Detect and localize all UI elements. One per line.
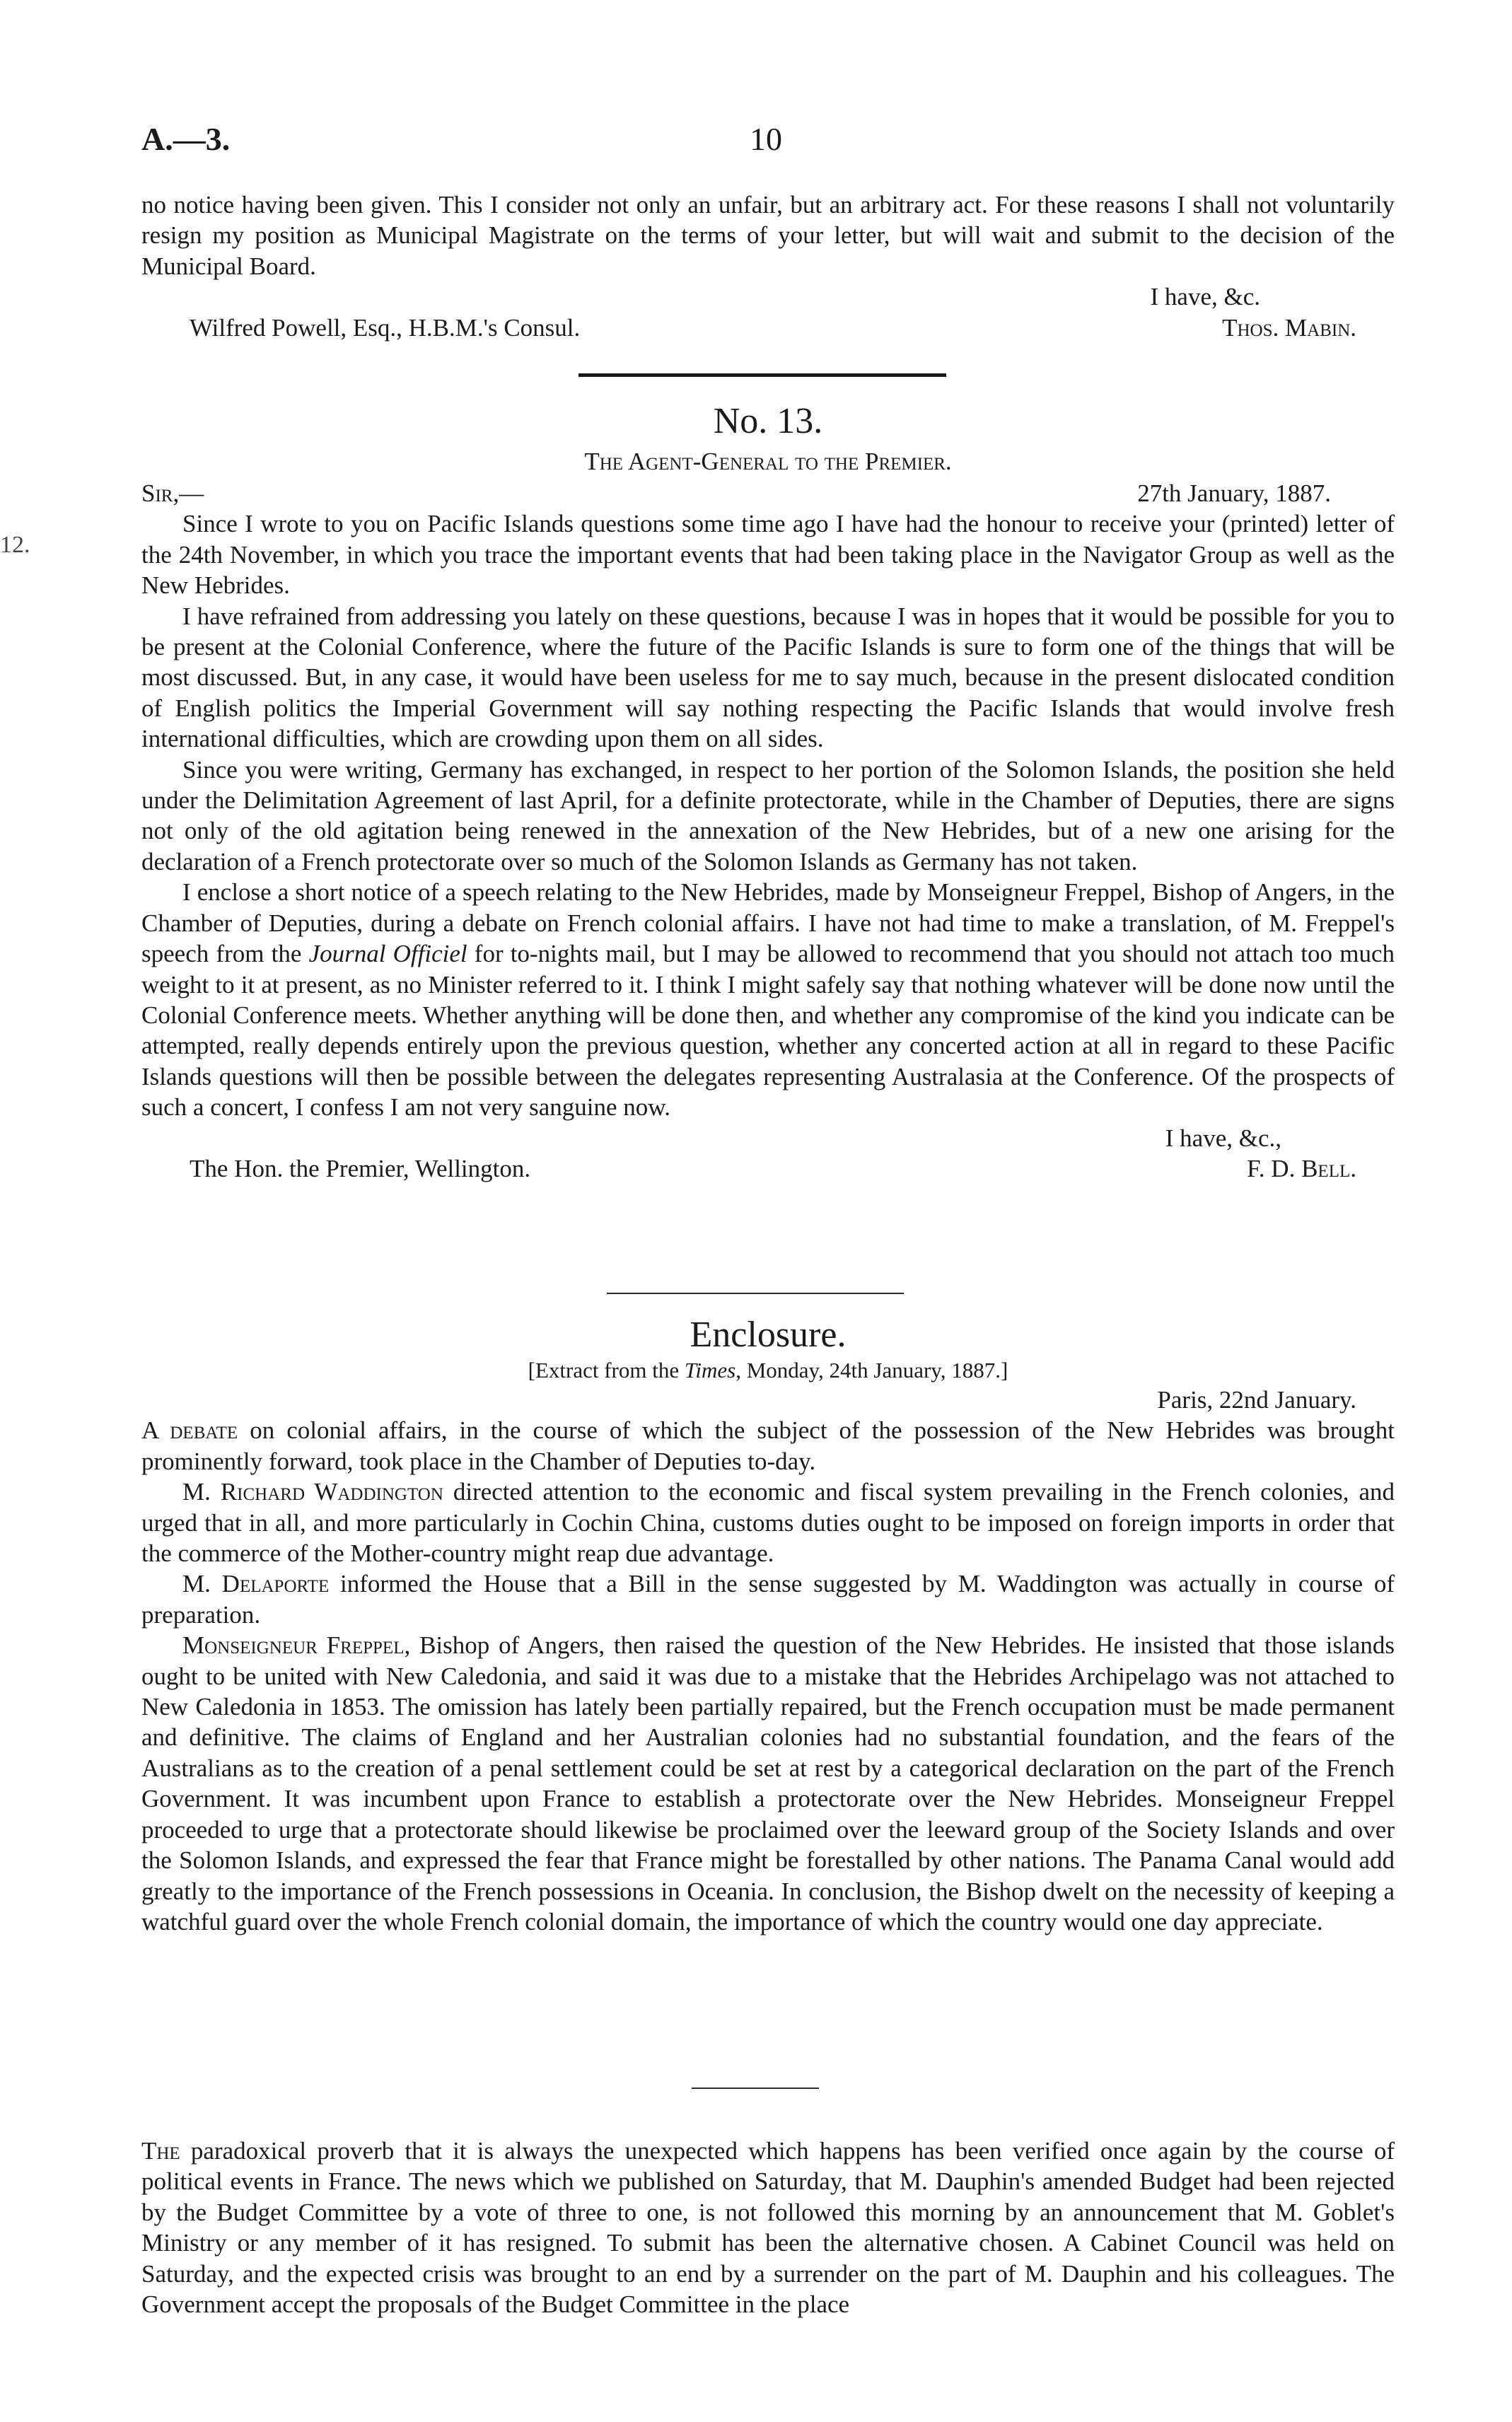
- previous-letter-addressee: Wilfred Powell, Esq., H.B.M.'s Consul.: [190, 313, 581, 342]
- enclosure-paragraph: [141, 1568, 1395, 1630]
- letter-salutation: Sir,—: [141, 479, 204, 507]
- letter-signature: F. D. Bell.: [1247, 1154, 1356, 1182]
- paragraph-lead: A debate: [141, 1416, 238, 1445]
- letter-paragraph: Since you were writing, Germany has exchanged, in respect to her portion of the Solomon Islands, the position she held under the Delimitation Agreement of last April, for a definite protectorate, while in the Chamber of Deputies, there are signs not only of the old agitation being renewed in the annexation of the New Hebrides, but of a new one arising for the declaration of a French protectorate over so much of the Solomon Islands as Germany has not taken.: [141, 755, 1395, 875]
- letter-heading: The Agent-General to the Premier.: [584, 448, 952, 475]
- letter-salutation-row: [141, 478, 1395, 508]
- letter-paragraph: [141, 877, 1395, 1122]
- margin-note: 12.: [0, 532, 30, 558]
- previous-letter-signoff: [141, 313, 1395, 343]
- letter-paragraph: Since I wrote to you on Pacific Islands questions some time ago I have had the honour to receive your (printed) letter of the 24th November, in which you trace the important events that had been taking place in the Navigator Group as well as the New Hebrides.: [141, 510, 1395, 600]
- previous-letter-closing: I have, &c.: [1150, 283, 1260, 311]
- enclosure-title: Enclosure.: [690, 1315, 847, 1355]
- enclosure-source: [141, 1356, 1395, 1385]
- letter-number: No. 13.: [713, 401, 823, 441]
- source-text: [Extract from the: [528, 1358, 685, 1382]
- newspaper-title: Times: [684, 1358, 736, 1382]
- enclosure-paragraph: [141, 1415, 1395, 1477]
- page-number: 10: [750, 121, 782, 157]
- paragraph-lead: M. Richard Waddington: [182, 1478, 443, 1506]
- letter-signoff: [141, 1153, 1395, 1184]
- paragraph-lead: Monseigneur Freppel: [182, 1631, 405, 1660]
- article-paragraph: [141, 2136, 1395, 2319]
- journal-title: Journal Officiel: [308, 940, 467, 968]
- previous-letter-signature: Thos. Mabin.: [1222, 313, 1356, 342]
- enclosure-paragraph: [141, 1477, 1395, 1568]
- source-text: , Monday, 24th January, 1887.]: [735, 1358, 1008, 1382]
- letter-13: [141, 400, 1395, 1184]
- times-article: [141, 2136, 1395, 2319]
- paragraph-text: paradoxical proverb that it is always the unexpected which happens has been verified once again by the course of political events in France. The news which we published on Saturday, that M. Dauphin's amended Budget had been rejected by the Budget Committee by a vote of three to one, is not followed this morning by an announcement that M. Goblet's Ministry or any member of it has resigned. To submit has been the alternative chosen. A Cabinet Council was held on Saturday, and the expected crisis was brought to an end by a surrender on the part of M. Dauphin and his colleagues. The Government accept the proposals of the Budget Committee in the place: [141, 2137, 1395, 2319]
- letter-closing: I have, &c.,: [1165, 1124, 1281, 1152]
- paper-reference: A.—3.: [141, 121, 231, 157]
- paragraph-text: directed attention to the economic and fiscal system prevailing in the French colonies, and urged that in all, and more particularly in Cochin China, customs duties ought to be imposed on foreign imports in order that the commerce of the Mother-country might reap due advantage.: [141, 1478, 1395, 1568]
- enclosure-paragraph: [141, 1630, 1395, 1937]
- letter-paragraph: I have refrained from addressing you lately on these questions, because I was in hopes that it would be possible for you to be present at the Colonial Conference, where the future of the Pacific Islands is sure to form one of the things that will be most discussed. But, in any case, it would have been useless for me to say much, because in the present dislocated condition of English politics the Imperial Government will say nothing respecting the Pacific Islands that would involve fresh international difficulties, which are crowding upon them on all sides.: [141, 602, 1395, 753]
- page-header: [0, 120, 1512, 170]
- paragraph-text: informed the House that a Bill in the sense suggested by M. Waddington was actually in course of preparation.: [141, 1570, 1395, 1629]
- letter-date: 27th January, 1887.: [1137, 479, 1331, 507]
- letter-addressee: The Hon. the Premier, Wellington.: [190, 1154, 531, 1182]
- letter-paragraph-text: for to-nights mail, but I may be allowed to recommend that you should not attach too much weight to it at present, as no Minister referred to it. I think I might safely say that nothing whatever will be done now until the Colonial Conference meets. Whether anything will be done then, and whether any compromise of the kind you indicate can be attempted, really depends entirely upon the previous question, whether any concerted action at all in regard to these Pacific Islands questions will then be possible between the delegates representing Australasia at the Conference. Of the prospects of such a concert, I confess I am not very sanguine now.: [141, 940, 1395, 1122]
- paragraph-lead: The: [141, 2137, 180, 2165]
- section-divider: [578, 373, 946, 377]
- enclosure: [141, 1314, 1395, 1937]
- previous-letter: [141, 190, 1395, 343]
- paragraph-text: on colonial affairs, in the course of which the subject of the possession of the New Hebrides was brought prominently forward, took place in the Chamber of Deputies to-day.: [141, 1416, 1395, 1475]
- section-divider: [692, 2088, 819, 2089]
- enclosure-dateline: Paris, 22nd January.: [1157, 1386, 1356, 1414]
- paragraph-lead: M. Delaporte: [182, 1570, 330, 1598]
- previous-letter-text: no notice having been given. This I consider not only an unfair, but an arbitrary act. For these reasons I shall not voluntarily resign my position as Municipal Magistrate on the terms of your letter, but will wait and submit to the decision of the Municipal Board.: [141, 191, 1395, 280]
- letter-paragraph-text: I enclose a short notice of a speech relating to the New Hebrides, made by Monseigneur Freppel, Bishop of Angers, in the Chamber of Deputies, during a debate on French colonial affairs. I have not had time to make a translation, of M. Freppel's speech from the: [141, 878, 1395, 968]
- section-divider: [607, 1293, 904, 1294]
- paragraph-text: , Bishop of Angers, then raised the question of the New Hebrides. He insisted that those islands ought to be united with New Caledonia, and said it was due to a mistake that the Hebrides Archipelago was not attached to New Caledonia in 1853. The omission has lately been partially repaired, but the French occupation must be made permanent and definitive. The claims of England and her Australian colonies had no substantial foundation, and the fears of the Australians as to the creation of a penal settlement could be set at rest by a categorical declaration on the part of the French Government. It was incumbent upon France to establish a protectorate over the New Hebrides. Monseigneur Freppel proceeded to urge that a protectorate should likewise be proclaimed over the leeward group of the Society Islands and over the Solomon Islands, and expressed the fear that France might be forestalled by other nations. The Panama Canal would add greatly to the importance of the French possessions in Oceania. In conclusion, the Bishop dwelt on the necessity of keeping a watchful guard over the whole French colonial domain, the importance of which the country would one day appreciate.: [141, 1631, 1395, 1935]
